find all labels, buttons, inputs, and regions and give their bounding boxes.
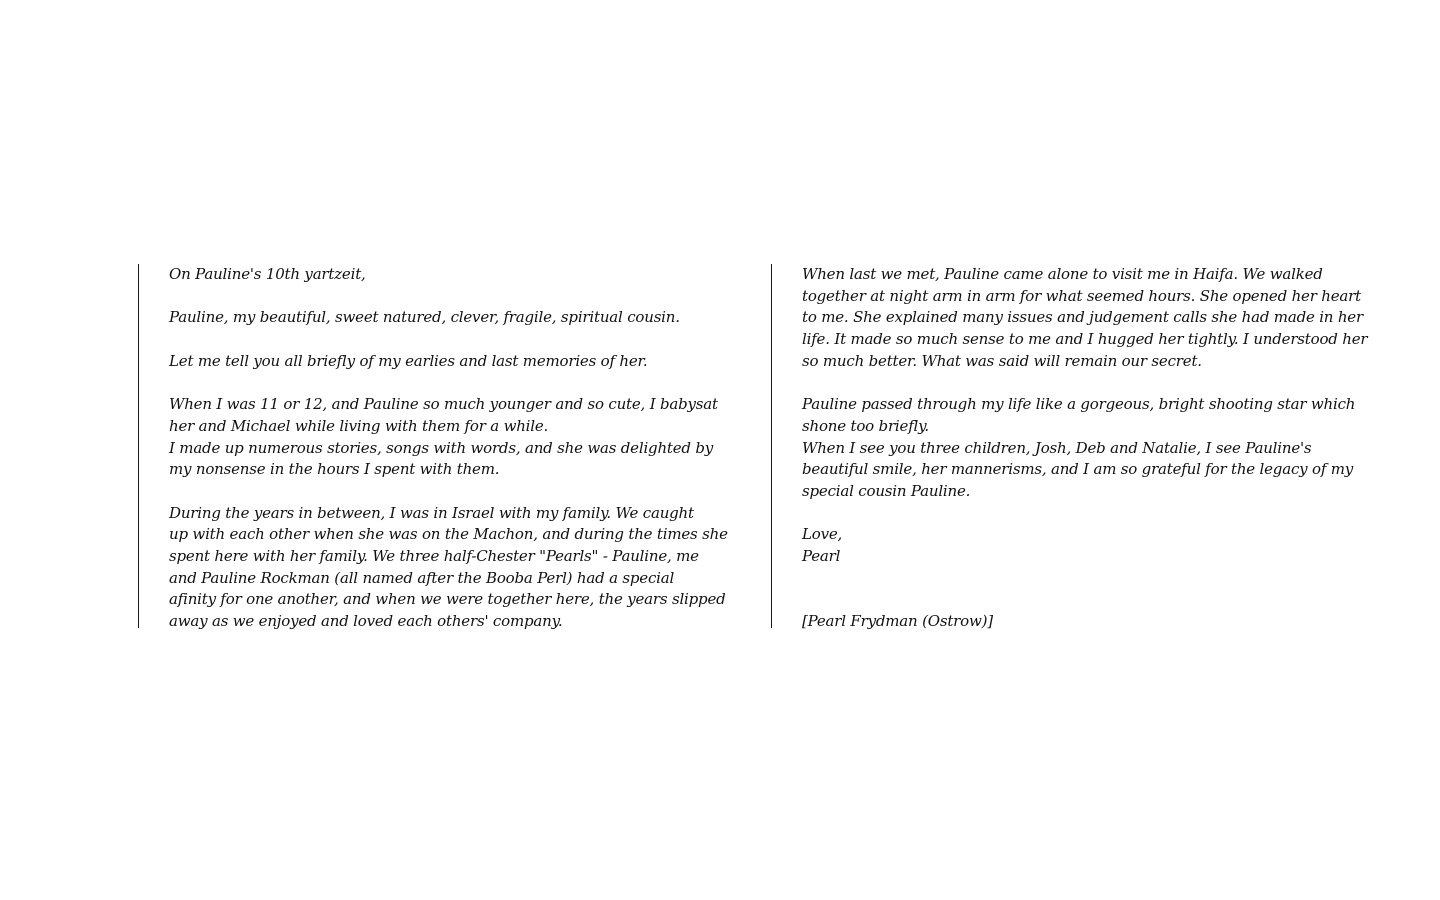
paragraph-gap [169,481,698,503]
text-line: When I see you three children, Josh, Deb and Natalie, I see Pauline's [802,438,1312,457]
text-line: When last we met, Pauline came alone to visit me in Haifa. We walked [802,265,1323,283]
text-line: her and Michael while living with them for a while. [169,416,549,435]
paragraph-gap [802,373,1331,395]
right-column-text [802,264,1368,633]
paragraph-gap [802,503,1331,525]
intro-line: Pauline, my beautiful, sweet natured, clever, fragile, spiritual cousin. [169,308,680,327]
signature-gap [802,568,1331,611]
closing-line: Love, [802,525,843,544]
text-line: afinity for one another, and when we were together here, the years slipped [169,590,726,609]
greeting-line: On Pauline's 10th yartzeit, [169,265,366,283]
text-line: away as we enjoyed and loved each others' company. [169,612,563,631]
last-met-paragraph [802,264,1368,373]
right-column [771,264,1368,631]
text-line: my nonsense in the hours I spent with them. [169,460,500,479]
left-column-text [169,264,728,633]
text-line: life. It made so much sense to me and I hugged her tightly. I understood her [802,330,1368,349]
text-line: beautiful smile, her mannerisms, and I am so grateful for the legacy of my [802,460,1354,479]
left-column [138,264,728,631]
text-line: together at night arm in arm for what seemed hours. She opened her heart [802,286,1361,305]
text-line: so much better. What was said will remain our secret. [802,351,1202,370]
text-line: During the years in between, I was in Israel with my family. We caught [169,503,694,522]
text-line: to me. She explained many issues and judgement calls she had made in her [802,308,1363,327]
text-line: up with each other when she was on the Machon, and during the times she [169,525,728,544]
full-name-line: [Pearl Frydman (Ostrow)] [802,612,993,631]
text-line: spent here with her family. We three half-Chester "Pearls" - Pauline, me [169,547,699,566]
text-line: When I was 11 or 12, and Pauline so much younger and so cute, I babysat [169,395,718,414]
text-line: special cousin Pauline. [802,482,971,501]
shooting-star-paragraph [802,394,1356,503]
between-paragraph [169,503,728,633]
paragraph-gap [169,372,698,394]
childhood-paragraph [169,394,718,481]
text-line: shone too briefly. [802,416,929,435]
paragraph-gap [169,329,698,351]
signature-line: Pearl [802,547,841,566]
text-line: I made up numerous stories, songs with words, and she was delighted by [169,438,714,457]
paragraph-gap [169,286,698,308]
text-line: Pauline passed through my life like a gorgeous, bright shooting star which [802,395,1356,414]
tell-line: Let me tell you all briefly of my earlies and last memories of her. [169,351,648,370]
text-line: and Pauline Rockman (all named after the Booba Perl) had a special [169,568,675,587]
